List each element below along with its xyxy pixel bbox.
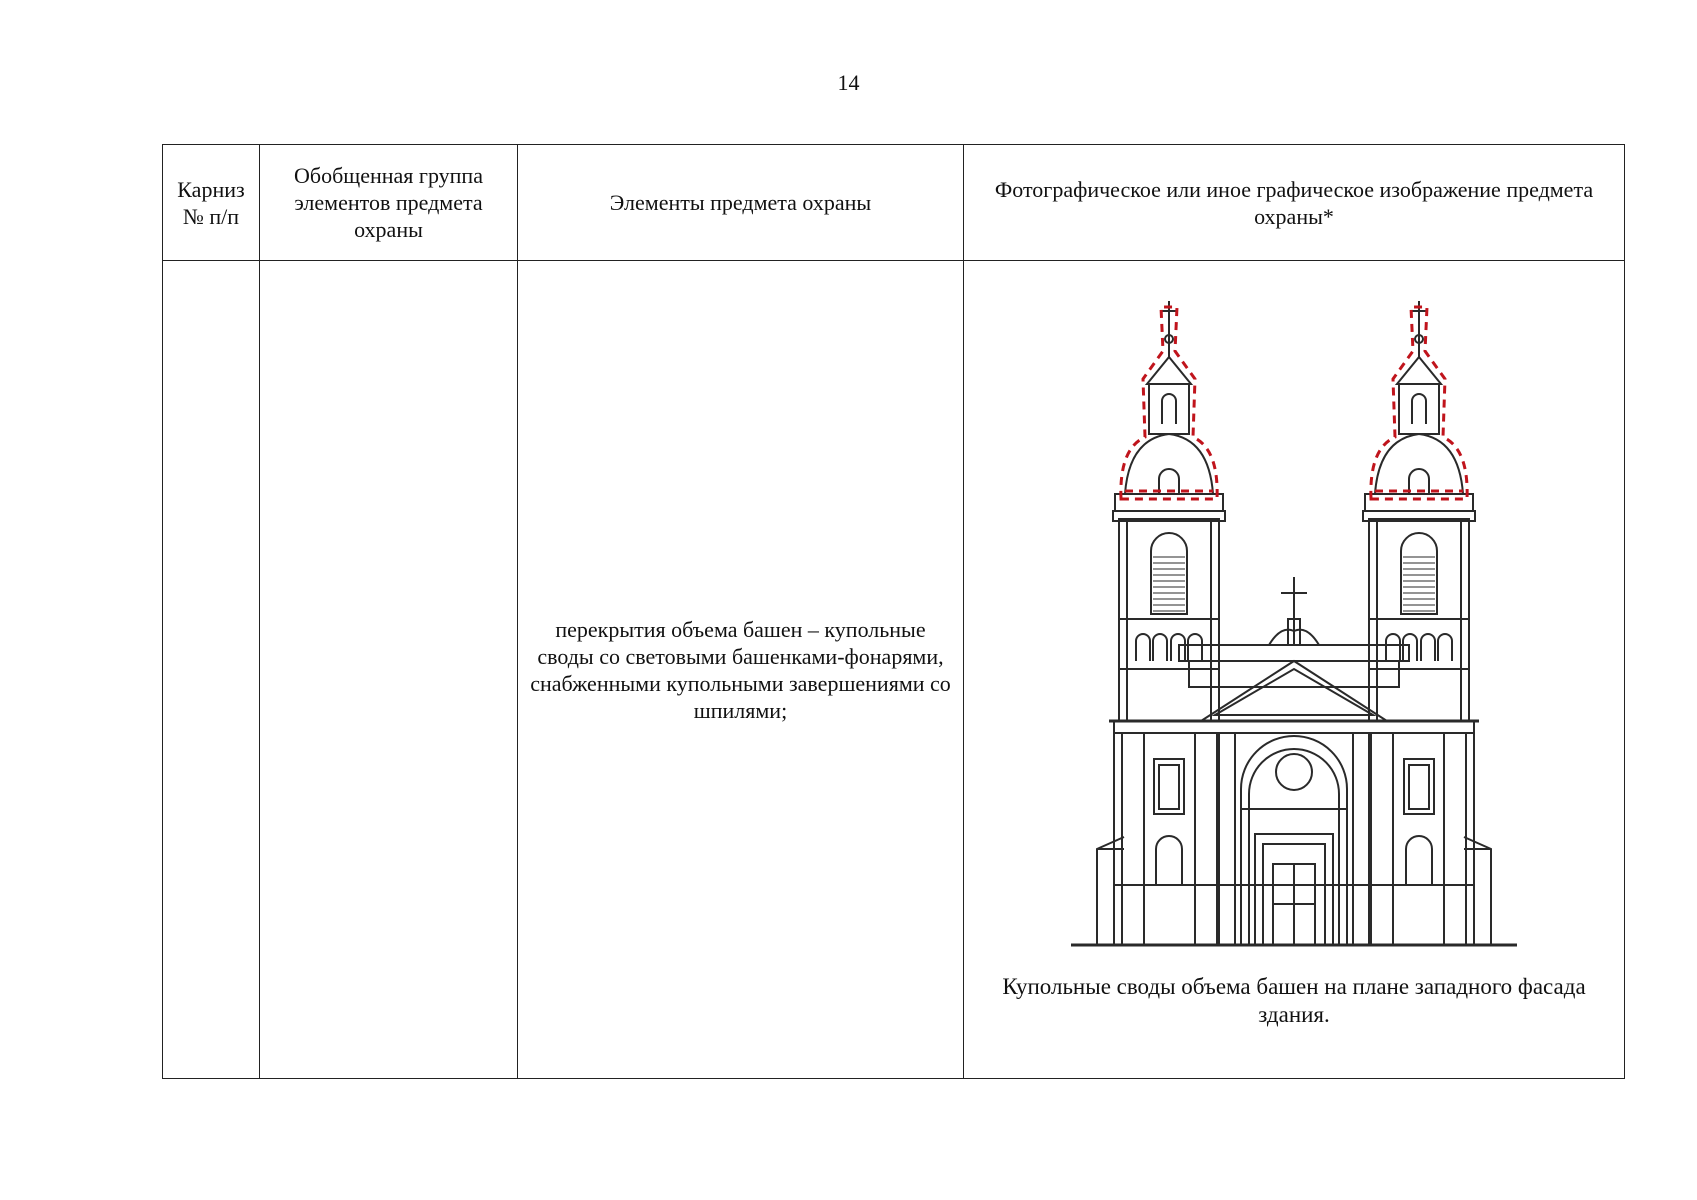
church-facade-drawing [1059, 289, 1529, 951]
header-elements: Элементы предмета охраны [518, 145, 964, 261]
right-tower [1363, 301, 1475, 721]
page-number: 14 [837, 70, 860, 95]
figure-caption: Купольные своды объема башен на плане западного фасада здания. [1002, 974, 1586, 1027]
cell-number [163, 261, 260, 1079]
cell-elements: перекрытия объема башен – купольные своды со световыми башенками-фонарями, снабженными купольными завершениями со шпилями; [518, 261, 964, 1079]
header-number: Карниз № п/п [163, 145, 260, 261]
table-row [163, 261, 1625, 1079]
bell-towers [1113, 301, 1475, 721]
cell-image [964, 261, 1625, 1079]
header-group: Обобщенная группа элементов предмета охраны [260, 145, 518, 261]
left-tower [1113, 301, 1225, 721]
header-image: Фотографическое или иное графическое изображение предмета охраны* [964, 145, 1625, 261]
cell-group [260, 261, 518, 1079]
table-header-row [163, 145, 1625, 261]
heritage-table [162, 144, 1625, 1079]
facade-lines [1071, 577, 1517, 945]
